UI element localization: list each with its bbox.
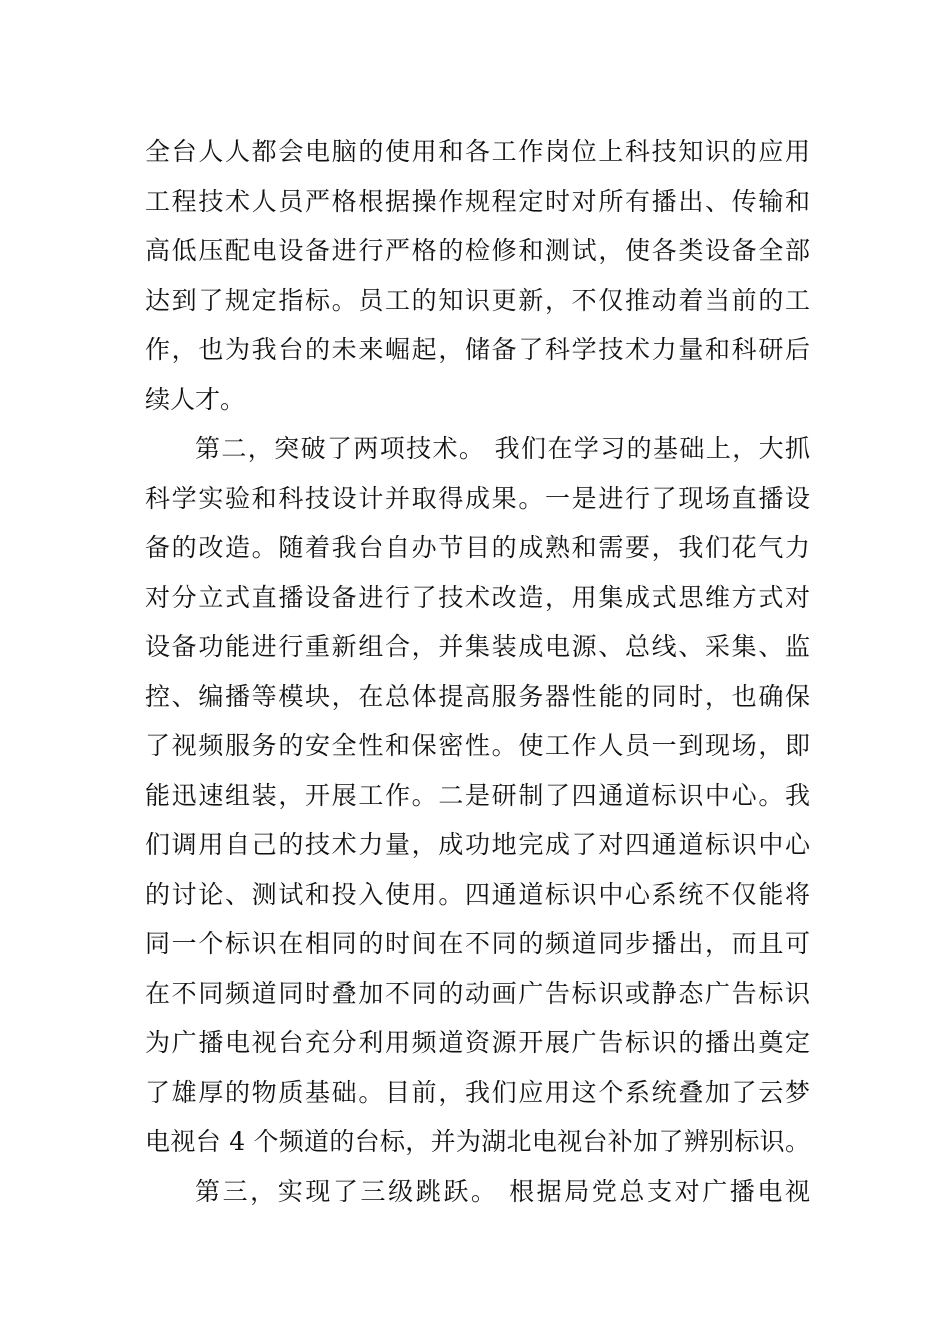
text-line: 达到了规定指标。员工的知识更新，不仅推动着当前的工 bbox=[145, 285, 810, 315]
document-body bbox=[145, 127, 810, 1216]
text-line: 备的改造。随着我台自办节目的成熟和需要，我们花气力 bbox=[145, 533, 810, 562]
text-line: 同一个标识在相同的时间在不同的频道同步播出，而且可 bbox=[145, 929, 810, 958]
text-line: 们调用自己的技术力量，成功地完成了对四通道标识中心 bbox=[145, 830, 810, 859]
text-line: 第三，实现了三级跳跃。 根据局党总支对广播电视 bbox=[195, 1176, 810, 1206]
text-line: 对分立式直播设备进行了技术改造，用集成式思维方式对 bbox=[145, 582, 810, 612]
text-line: 了雄厚的物质基础。目前，我们应用这个系统叠加了云梦 bbox=[145, 1077, 810, 1107]
text-line: 科学实验和科技设计并取得成果。一是进行了现场直播设 bbox=[145, 483, 810, 513]
text-line: 电视台 4 个频道的台标，并为湖北电视台补加了辨别标识。 bbox=[145, 1127, 810, 1156]
text-line: 的讨论、测试和投入使用。四通道标识中心系统不仅能将 bbox=[145, 879, 810, 909]
text-line: 在不同频道同时叠加不同的动画广告标识或静态广告标识 bbox=[145, 978, 810, 1008]
text-line: 作，也为我台的未来崛起，储备了科学技术力量和科研后 bbox=[145, 335, 810, 364]
text-line: 控、编播等模块，在总体提高服务器性能的同时，也确保 bbox=[145, 681, 810, 711]
text-line: 工程技术人员严格根据操作规程定时对所有播出、传输和 bbox=[145, 186, 810, 216]
text-line: 高低压配电设备进行严格的检修和测试，使各类设备全部 bbox=[145, 236, 810, 265]
text-line: 续人才。 bbox=[145, 384, 246, 414]
text-line: 设备功能进行重新组合，并集装成电源、总线、采集、监 bbox=[145, 632, 810, 661]
text-line: 能迅速组装，开展工作。二是研制了四通道标识中心。我 bbox=[145, 780, 810, 810]
text-line: 第二，突破了两项技术。 我们在学习的基础上，大抓 bbox=[195, 434, 810, 463]
text-line: 全台人人都会电脑的使用和各工作岗位上科技知识的应用 bbox=[145, 137, 810, 166]
text-line: 了视频服务的安全性和保密性。使工作人员一到现场，即 bbox=[145, 731, 810, 760]
text-line: 为广播电视台充分利用频道资源开展广告标识的播出奠定 bbox=[145, 1028, 810, 1057]
